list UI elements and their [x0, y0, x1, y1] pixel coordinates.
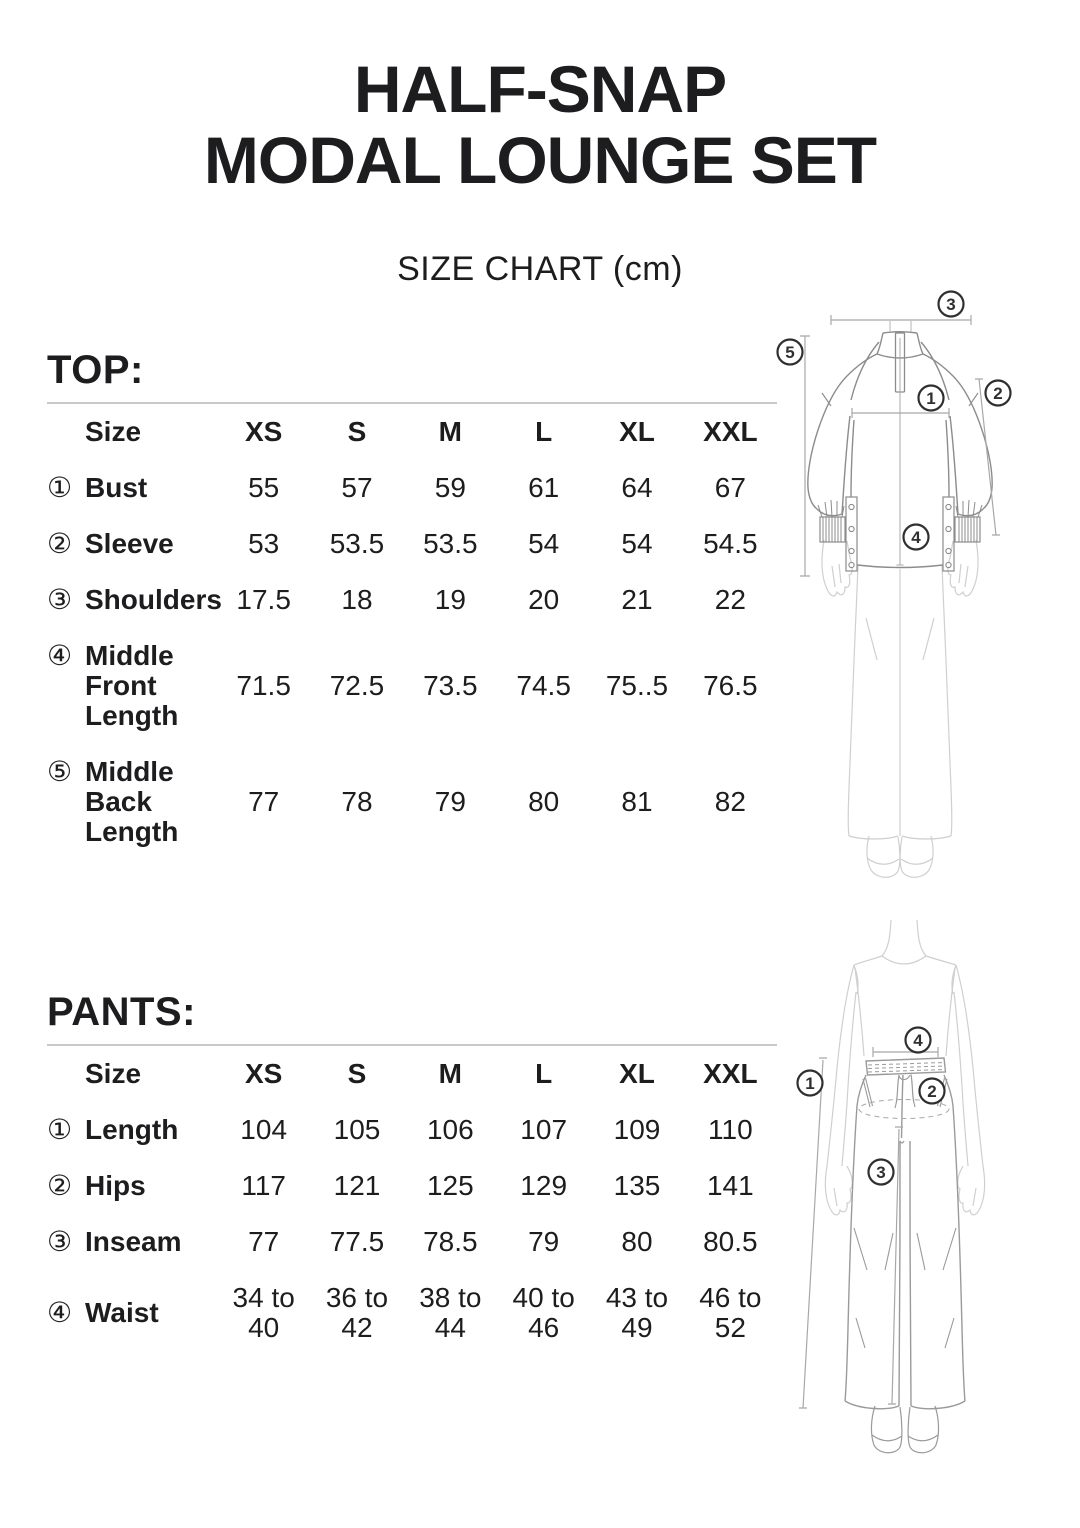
table-row-middle-back-length [47, 757, 777, 847]
row-value: 61 [528, 472, 560, 503]
row-value: 135 [613, 1170, 661, 1201]
row-label-text: Length [85, 1114, 179, 1145]
row-label-text: Shoulders [85, 584, 222, 615]
row-label-text: Hips [85, 1170, 146, 1201]
column-header-xl: XL [619, 1058, 655, 1089]
row-label-text: Waist [85, 1297, 159, 1328]
row-value: 55 [248, 472, 280, 503]
marker-length [798, 1071, 823, 1096]
page-title-line1: HALF-SNAP [353, 52, 727, 126]
circled-number-marker: ④ [47, 640, 73, 671]
row-value: 34 to 40 [232, 1282, 295, 1343]
column-header-size: Size [85, 1058, 142, 1089]
column-header-xs: XS [244, 1058, 283, 1089]
row-value: 80 [621, 1226, 653, 1257]
row-label [47, 641, 217, 731]
pants-size-table [47, 1059, 777, 1343]
row-value: 117 [241, 1170, 286, 1201]
row-label-text: Sleeve [85, 528, 174, 559]
row-value: 67 [714, 472, 746, 503]
row-value: 77 [248, 1226, 280, 1257]
row-value: 71.5 [236, 670, 291, 701]
table-row-shoulders [47, 585, 777, 615]
svg-text:2: 2 [993, 384, 1003, 403]
row-value: 73.5 [423, 670, 478, 701]
marker-shoulders [939, 292, 964, 317]
row-value: 20 [528, 584, 560, 615]
marker-sleeve [986, 381, 1011, 406]
marker-hips [920, 1079, 945, 1104]
row-label-text: Middle Back Length [85, 756, 179, 847]
row-label [47, 757, 217, 847]
row-label-text: Bust [85, 472, 148, 503]
row-value: 53 [248, 528, 280, 559]
pants-garment-drawing [845, 1058, 965, 1453]
row-label [47, 473, 217, 503]
row-value: 17.5 [236, 584, 291, 615]
svg-text:2: 2 [927, 1082, 937, 1101]
row-value: 43 to 49 [605, 1282, 669, 1343]
row-label [47, 1171, 217, 1201]
chart-subtitle: SIZE CHART (cm) [397, 250, 683, 288]
row-label [47, 1227, 217, 1257]
row-value: 40 to 46 [512, 1282, 575, 1343]
row-value: 141 [706, 1170, 754, 1201]
column-header-l: L [535, 416, 553, 447]
row-value: 79 [528, 1226, 560, 1257]
circled-number-marker: ① [47, 472, 73, 503]
row-label [47, 584, 222, 615]
row-value: 36 to 42 [325, 1282, 389, 1343]
table-row-waist [47, 1283, 777, 1343]
column-header-l: L [535, 1058, 553, 1089]
row-label [47, 1115, 217, 1145]
croquis-legs-and-hands [822, 540, 978, 877]
circled-number-marker: ③ [47, 1226, 73, 1257]
column-header-xxl: XXL [703, 1058, 758, 1089]
row-value: 21 [621, 584, 653, 615]
row-value: 53.5 [329, 528, 385, 559]
page-title [0, 54, 1080, 196]
column-header-xxl: XXL [703, 416, 758, 447]
column-header-xs: XS [244, 416, 283, 447]
table-row-length [47, 1115, 777, 1145]
row-value: 80.5 [703, 1226, 758, 1257]
row-value: 53.5 [423, 528, 478, 559]
column-header-size: Size [85, 416, 142, 447]
svg-text:3: 3 [946, 295, 956, 314]
row-value: 77 [248, 786, 280, 817]
row-value: 57 [341, 472, 373, 503]
row-value: 59 [434, 472, 466, 503]
table-row-inseam [47, 1227, 777, 1257]
row-label [47, 529, 217, 559]
row-value: 54 [621, 528, 653, 559]
row-value: 81 [621, 786, 653, 817]
row-value: 125 [426, 1170, 474, 1201]
page-title-line2: MODAL LOUNGE SET [203, 123, 877, 197]
svg-text:1: 1 [805, 1074, 815, 1093]
row-label [47, 1298, 217, 1328]
circled-number-marker: ④ [47, 1297, 73, 1328]
top-diagram-markers [778, 292, 1011, 550]
svg-text:4: 4 [911, 528, 921, 547]
row-value: 38 to 44 [419, 1282, 482, 1343]
pants-section-divider [47, 1044, 777, 1046]
row-value: 64 [621, 472, 653, 503]
pants-garment-diagram [770, 898, 1080, 1528]
row-value: 18 [341, 584, 373, 615]
column-header-m: M [438, 416, 462, 447]
row-value: 105 [333, 1114, 381, 1145]
marker-bust [919, 386, 944, 411]
table-header-row [47, 1059, 777, 1089]
marker-inseam [869, 1160, 894, 1185]
row-value: 78 [341, 786, 373, 817]
top-section-heading: TOP: [47, 348, 144, 392]
row-value: 22 [714, 584, 746, 615]
table-header-row [47, 417, 777, 447]
table-row-sleeve [47, 529, 777, 559]
pants-diagram-markers [798, 1028, 945, 1185]
column-header-s: S [347, 416, 367, 447]
circled-number-marker: ③ [47, 584, 73, 615]
row-value: 80 [528, 786, 560, 817]
svg-text:3: 3 [876, 1163, 886, 1182]
row-label-text: Inseam [85, 1226, 182, 1257]
row-value: 74.5 [516, 670, 571, 701]
row-value: 129 [520, 1170, 568, 1201]
row-value: 79 [434, 786, 466, 817]
svg-text:1: 1 [926, 389, 936, 408]
circled-number-marker: ② [47, 1170, 73, 1201]
svg-text:4: 4 [913, 1031, 923, 1050]
circled-number-marker: ① [47, 1114, 73, 1145]
row-value: 104 [240, 1114, 288, 1145]
row-value: 110 [708, 1114, 753, 1145]
row-value: 54 [528, 528, 560, 559]
column-header-xl: XL [619, 416, 655, 447]
table-row-hips [47, 1171, 777, 1201]
table-row-bust [47, 473, 777, 503]
row-value: 77.5 [329, 1226, 385, 1257]
table-row-middle-front-length [47, 641, 777, 731]
row-value: 75..5 [605, 670, 669, 701]
top-section [47, 346, 777, 873]
row-value: 54.5 [703, 528, 758, 559]
top-section-divider [47, 402, 777, 404]
pants-section-heading: PANTS: [47, 990, 196, 1034]
circled-number-marker: ② [47, 528, 73, 559]
column-header-s: S [347, 1058, 367, 1089]
row-value: 46 to 52 [699, 1282, 762, 1343]
row-value: 106 [426, 1114, 474, 1145]
row-value: 78.5 [423, 1226, 478, 1257]
pants-section [47, 988, 777, 1369]
svg-text:5: 5 [785, 343, 795, 362]
marker-front-length [904, 525, 929, 550]
column-header-m: M [438, 1058, 462, 1089]
row-value: 109 [613, 1114, 661, 1145]
row-value: 19 [434, 584, 466, 615]
row-value: 107 [520, 1114, 568, 1145]
row-label-text: Middle Front Length [85, 640, 179, 731]
row-value: 76.5 [703, 670, 758, 701]
marker-waist [906, 1028, 931, 1053]
row-value: 72.5 [329, 670, 385, 701]
top-garment-diagram [770, 288, 1080, 913]
top-size-table [47, 417, 777, 847]
circled-number-marker: ⑤ [47, 756, 73, 787]
marker-back-length [778, 340, 803, 365]
row-value: 121 [333, 1170, 381, 1201]
row-value: 82 [714, 786, 746, 817]
top-measure-lines [800, 315, 1003, 576]
